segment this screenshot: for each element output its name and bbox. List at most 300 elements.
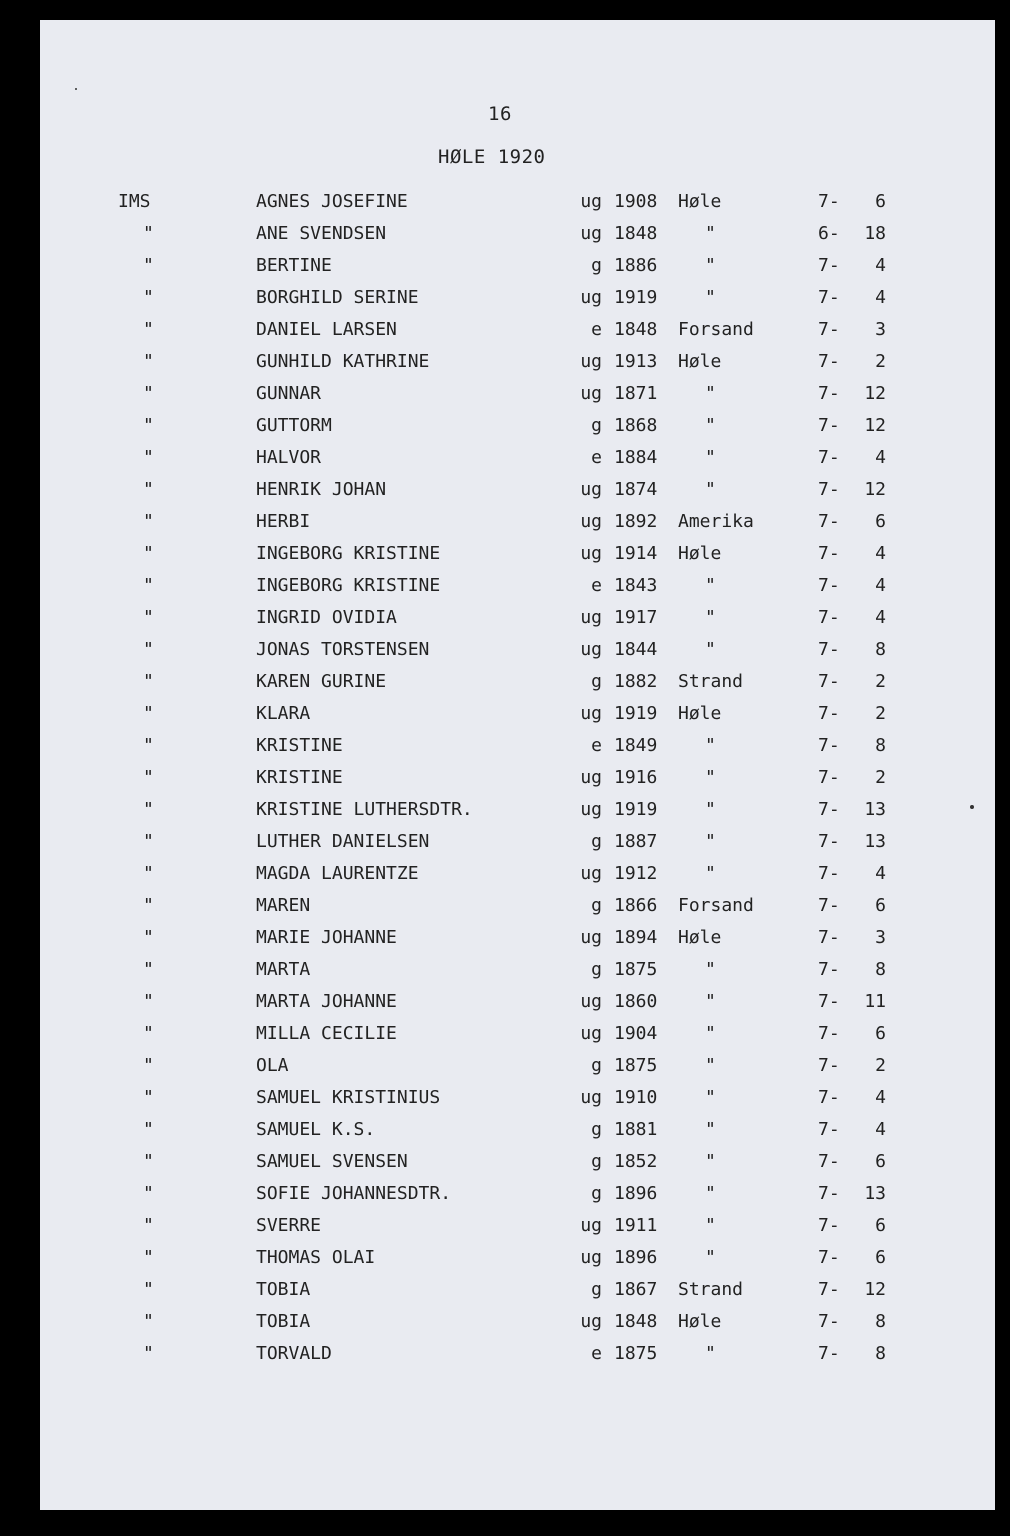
- page-title: HØLE 1920: [438, 146, 546, 168]
- list-item: [0, 252, 1010, 280]
- list-item: [0, 1244, 1010, 1272]
- entry-number: 4: [875, 543, 886, 564]
- entry-year: 1887: [614, 831, 658, 852]
- entry-code: 7-: [818, 511, 840, 532]
- entry-year: 1892: [614, 511, 658, 532]
- entry-prefix: ": [143, 255, 154, 276]
- list-item: [0, 1308, 1010, 1336]
- entry-place: ": [705, 959, 716, 980]
- entry-status: g: [591, 415, 602, 436]
- entry-place: Høle: [678, 927, 722, 948]
- entry-code: 7-: [818, 1055, 840, 1076]
- entry-number: 13: [864, 799, 886, 820]
- entry-status: ug: [580, 223, 602, 244]
- entry-year: 1917: [614, 607, 658, 628]
- entry-name: GUNNAR: [256, 383, 322, 404]
- entry-name: AGNES JOSEFINE: [256, 191, 408, 212]
- entry-number: 6: [875, 1247, 886, 1268]
- entry-status: ug: [580, 927, 602, 948]
- entry-year: 1875: [614, 959, 658, 980]
- entry-number: 6: [875, 895, 886, 916]
- list-item: [0, 444, 1010, 472]
- entry-year: 1896: [614, 1247, 658, 1268]
- entry-year: 1844: [614, 639, 658, 660]
- entry-status: ug: [580, 1247, 602, 1268]
- list-item: [0, 380, 1010, 408]
- entry-place: ": [705, 607, 716, 628]
- entry-status: e: [591, 447, 602, 468]
- entry-place: Strand: [678, 1279, 744, 1300]
- entry-name: INGEBORG KRISTINE: [256, 543, 441, 564]
- entry-year: 1919: [614, 703, 658, 724]
- entry-year: 1912: [614, 863, 658, 884]
- entry-number: 4: [875, 1087, 886, 1108]
- entry-code: 7-: [818, 415, 840, 436]
- entry-year: 1871: [614, 383, 658, 404]
- entry-prefix: ": [143, 1119, 154, 1140]
- entry-code: 7-: [818, 927, 840, 948]
- entry-prefix: ": [143, 1215, 154, 1236]
- entry-number: 4: [875, 287, 886, 308]
- entry-number: 4: [875, 1119, 886, 1140]
- entry-place: Høle: [678, 543, 722, 564]
- entry-code: 7-: [818, 831, 840, 852]
- entry-name: SAMUEL K.S.: [256, 1119, 376, 1140]
- entry-code: 7-: [818, 671, 840, 692]
- entry-year: 1848: [614, 319, 658, 340]
- entry-year: 1848: [614, 223, 658, 244]
- entry-number: 6: [875, 511, 886, 532]
- entry-place: Høle: [678, 703, 722, 724]
- list-item: [0, 284, 1010, 312]
- entry-prefix: ": [143, 991, 154, 1012]
- entry-prefix: ": [143, 799, 154, 820]
- entry-name: SOFIE JOHANNESDTR.: [256, 1183, 452, 1204]
- list-item: [0, 1180, 1010, 1208]
- list-item: [0, 412, 1010, 440]
- entry-name: LUTHER DANIELSEN: [256, 831, 430, 852]
- list-item: [0, 1116, 1010, 1144]
- entry-place: ": [705, 831, 716, 852]
- entry-place: ": [705, 287, 716, 308]
- entry-year: 1848: [614, 1311, 658, 1332]
- entry-name: THOMAS OLAI: [256, 1247, 376, 1268]
- entry-prefix: IMS: [118, 191, 151, 212]
- list-item: [0, 892, 1010, 920]
- entry-name: GUNHILD KATHRINE: [256, 351, 430, 372]
- entry-place: ": [705, 479, 716, 500]
- entry-prefix: ": [143, 511, 154, 532]
- entry-name: KRISTINE: [256, 735, 343, 756]
- entry-name: KRISTINE LUTHERSDTR.: [256, 799, 473, 820]
- entry-number: 13: [864, 1183, 886, 1204]
- entry-code: 7-: [818, 607, 840, 628]
- entry-prefix: ": [143, 447, 154, 468]
- entry-number: 2: [875, 1055, 886, 1076]
- entry-number: 8: [875, 1311, 886, 1332]
- entry-status: ug: [580, 1023, 602, 1044]
- entry-code: 7-: [818, 1343, 840, 1364]
- entry-year: 1866: [614, 895, 658, 916]
- entry-status: e: [591, 575, 602, 596]
- entry-number: 12: [864, 479, 886, 500]
- entry-name: GUTTORM: [256, 415, 332, 436]
- list-item: [0, 1276, 1010, 1304]
- entry-status: ug: [580, 703, 602, 724]
- entry-code: 7-: [818, 1119, 840, 1140]
- entry-prefix: ": [143, 863, 154, 884]
- entry-name: KLARA: [256, 703, 311, 724]
- entry-code: 7-: [818, 959, 840, 980]
- entry-code: 7-: [818, 799, 840, 820]
- entry-year: 1868: [614, 415, 658, 436]
- entry-number: 4: [875, 255, 886, 276]
- entry-year: 1910: [614, 1087, 658, 1108]
- entry-code: 7-: [818, 703, 840, 724]
- entry-code: 7-: [818, 1279, 840, 1300]
- entry-status: e: [591, 319, 602, 340]
- entry-code: 7-: [818, 1247, 840, 1268]
- list-item: [0, 988, 1010, 1016]
- entry-prefix: ": [143, 1343, 154, 1364]
- entry-status: ug: [580, 479, 602, 500]
- entry-status: ug: [580, 383, 602, 404]
- entry-code: 7-: [818, 319, 840, 340]
- entry-place: Forsand: [678, 319, 754, 340]
- dust-speck: [970, 805, 974, 809]
- entry-year: 1884: [614, 447, 658, 468]
- entry-status: ug: [580, 543, 602, 564]
- entry-place: ": [705, 1151, 716, 1172]
- list-item: [0, 636, 1010, 664]
- list-item: [0, 1020, 1010, 1048]
- list-item: [0, 732, 1010, 760]
- list-item: [0, 1212, 1010, 1240]
- entry-number: 3: [875, 319, 886, 340]
- entry-status: ug: [580, 799, 602, 820]
- entry-status: ug: [580, 767, 602, 788]
- entry-prefix: ": [143, 831, 154, 852]
- entry-place: ": [705, 735, 716, 756]
- entry-number: 8: [875, 735, 886, 756]
- entry-code: 7-: [818, 1215, 840, 1236]
- list-item: [0, 828, 1010, 856]
- list-item: [0, 668, 1010, 696]
- entry-number: 6: [875, 1151, 886, 1172]
- entry-number: 6: [875, 191, 886, 212]
- entry-code: 7-: [818, 991, 840, 1012]
- entry-place: ": [705, 575, 716, 596]
- entry-year: 1894: [614, 927, 658, 948]
- list-item: [0, 316, 1010, 344]
- entry-place: ": [705, 415, 716, 436]
- entry-place: ": [705, 1087, 716, 1108]
- entry-year: 1919: [614, 287, 658, 308]
- entry-prefix: ": [143, 671, 154, 692]
- list-item: [0, 1084, 1010, 1112]
- entry-number: 18: [864, 223, 886, 244]
- entry-year: 1908: [614, 191, 658, 212]
- list-item: [0, 604, 1010, 632]
- entry-code: 7-: [818, 639, 840, 660]
- entry-name: ANE SVENDSEN: [256, 223, 387, 244]
- entry-code: 7-: [818, 255, 840, 276]
- entry-number: 6: [875, 1215, 886, 1236]
- entry-code: 7-: [818, 1023, 840, 1044]
- entry-prefix: ": [143, 351, 154, 372]
- entry-year: 1849: [614, 735, 658, 756]
- entry-status: ug: [580, 191, 602, 212]
- entry-prefix: ": [143, 1087, 154, 1108]
- entry-number: 2: [875, 671, 886, 692]
- entry-prefix: ": [143, 287, 154, 308]
- entry-name: MAGDA LAURENTZE: [256, 863, 419, 884]
- entry-prefix: ": [143, 735, 154, 756]
- entry-name: KRISTINE: [256, 767, 343, 788]
- entry-code: 7-: [818, 1151, 840, 1172]
- entry-year: 1843: [614, 575, 658, 596]
- list-item: [0, 700, 1010, 728]
- list-item: [0, 1340, 1010, 1368]
- entry-name: MARTA JOHANNE: [256, 991, 397, 1012]
- entry-year: 1886: [614, 255, 658, 276]
- entry-status: g: [591, 1151, 602, 1172]
- entry-year: 1867: [614, 1279, 658, 1300]
- entry-code: 7-: [818, 895, 840, 916]
- entry-name: KAREN GURINE: [256, 671, 387, 692]
- entry-number: 12: [864, 415, 886, 436]
- entry-prefix: ": [143, 479, 154, 500]
- entry-prefix: ": [143, 607, 154, 628]
- entry-prefix: ": [143, 1151, 154, 1172]
- entry-status: ug: [580, 287, 602, 308]
- list-item: [0, 220, 1010, 248]
- list-item: [0, 1148, 1010, 1176]
- entry-prefix: ": [143, 703, 154, 724]
- entry-prefix: ": [143, 383, 154, 404]
- entry-prefix: ": [143, 1311, 154, 1332]
- entry-place: Høle: [678, 1311, 722, 1332]
- entry-name: TOBIA: [256, 1279, 311, 1300]
- entry-year: 1874: [614, 479, 658, 500]
- entry-status: g: [591, 895, 602, 916]
- entry-status: g: [591, 671, 602, 692]
- entry-name: MARTA: [256, 959, 311, 980]
- entry-code: 7-: [818, 479, 840, 500]
- entry-prefix: ": [143, 1247, 154, 1268]
- entry-place: ": [705, 1343, 716, 1364]
- entry-place: ": [705, 1023, 716, 1044]
- entry-status: g: [591, 1055, 602, 1076]
- entry-year: 1852: [614, 1151, 658, 1172]
- entry-code: 7-: [818, 767, 840, 788]
- entry-prefix: ": [143, 767, 154, 788]
- entry-number: 4: [875, 863, 886, 884]
- entry-number: 11: [864, 991, 886, 1012]
- entry-number: 2: [875, 703, 886, 724]
- entry-year: 1916: [614, 767, 658, 788]
- entry-number: 2: [875, 767, 886, 788]
- list-item: [0, 764, 1010, 792]
- entry-year: 1919: [614, 799, 658, 820]
- entry-status: ug: [580, 991, 602, 1012]
- list-item: [0, 924, 1010, 952]
- entry-year: 1860: [614, 991, 658, 1012]
- entry-place: ": [705, 223, 716, 244]
- entry-place: Høle: [678, 351, 722, 372]
- entry-place: ": [705, 863, 716, 884]
- entry-number: 8: [875, 1343, 886, 1364]
- entry-number: 8: [875, 639, 886, 660]
- page-number: 16: [488, 103, 512, 125]
- list-item: [0, 348, 1010, 376]
- entry-name: INGEBORG KRISTINE: [256, 575, 441, 596]
- entry-place: ": [705, 1247, 716, 1268]
- entry-status: ug: [580, 1311, 602, 1332]
- entry-number: 12: [864, 1279, 886, 1300]
- entry-status: g: [591, 959, 602, 980]
- entry-status: ug: [580, 607, 602, 628]
- entry-name: INGRID OVIDIA: [256, 607, 397, 628]
- entry-code: 7-: [818, 1087, 840, 1108]
- entry-code: 7-: [818, 1183, 840, 1204]
- entry-place: Strand: [678, 671, 744, 692]
- entry-year: 1875: [614, 1055, 658, 1076]
- entry-number: 4: [875, 447, 886, 468]
- list-item: [0, 956, 1010, 984]
- entry-status: g: [591, 1119, 602, 1140]
- entry-name: TORVALD: [256, 1343, 332, 1364]
- entry-prefix: ": [143, 927, 154, 948]
- entry-number: 8: [875, 959, 886, 980]
- entry-year: 1904: [614, 1023, 658, 1044]
- entry-place: ": [705, 991, 716, 1012]
- entry-status: g: [591, 1279, 602, 1300]
- entry-place: ": [705, 767, 716, 788]
- entry-place: Amerika: [678, 511, 754, 532]
- list-item: [0, 860, 1010, 888]
- entry-year: 1882: [614, 671, 658, 692]
- dust-speck: [75, 88, 77, 90]
- entry-code: 7-: [818, 191, 840, 212]
- entry-place: ": [705, 1055, 716, 1076]
- entry-place: ": [705, 383, 716, 404]
- entry-status: g: [591, 831, 602, 852]
- entry-status: ug: [580, 1215, 602, 1236]
- entry-status: e: [591, 1343, 602, 1364]
- entry-name: OLA: [256, 1055, 289, 1076]
- entry-name: MARIE JOHANNE: [256, 927, 397, 948]
- entry-number: 4: [875, 607, 886, 628]
- entry-prefix: ": [143, 543, 154, 564]
- entry-name: SVERRE: [256, 1215, 322, 1236]
- list-item: [0, 540, 1010, 568]
- entry-year: 1881: [614, 1119, 658, 1140]
- list-item: [0, 476, 1010, 504]
- entry-code: 7-: [818, 447, 840, 468]
- entry-name: SAMUEL KRISTINIUS: [256, 1087, 441, 1108]
- entry-status: ug: [580, 863, 602, 884]
- entry-place: ": [705, 639, 716, 660]
- entry-status: ug: [580, 1087, 602, 1108]
- entry-place: ": [705, 1119, 716, 1140]
- entry-place: ": [705, 799, 716, 820]
- entry-status: ug: [580, 639, 602, 660]
- entry-number: 4: [875, 575, 886, 596]
- entry-year: 1911: [614, 1215, 658, 1236]
- entry-place: ": [705, 1183, 716, 1204]
- entry-number: 12: [864, 383, 886, 404]
- entry-name: TOBIA: [256, 1311, 311, 1332]
- entry-year: 1875: [614, 1343, 658, 1364]
- entry-prefix: ": [143, 895, 154, 916]
- entry-prefix: ": [143, 1279, 154, 1300]
- list-item: [0, 1052, 1010, 1080]
- entry-name: BERTINE: [256, 255, 332, 276]
- entry-number: 2: [875, 351, 886, 372]
- entry-prefix: ": [143, 1023, 154, 1044]
- entry-name: SAMUEL SVENSEN: [256, 1151, 408, 1172]
- list-item: [0, 508, 1010, 536]
- entry-status: g: [591, 255, 602, 276]
- entry-name: HERBI: [256, 511, 311, 532]
- entry-code: 7-: [818, 575, 840, 596]
- entry-status: ug: [580, 351, 602, 372]
- entry-place: ": [705, 1215, 716, 1236]
- entry-prefix: ": [143, 415, 154, 436]
- entry-status: g: [591, 1183, 602, 1204]
- list-item: [0, 796, 1010, 824]
- entry-name: DANIEL LARSEN: [256, 319, 397, 340]
- list-item: [0, 572, 1010, 600]
- entry-number: 13: [864, 831, 886, 852]
- entry-place: Høle: [678, 191, 722, 212]
- entry-code: 7-: [818, 383, 840, 404]
- entry-prefix: ": [143, 223, 154, 244]
- entry-prefix: ": [143, 639, 154, 660]
- entry-code: 7-: [818, 351, 840, 372]
- entry-name: HENRIK JOHAN: [256, 479, 387, 500]
- entry-name: BORGHILD SERINE: [256, 287, 419, 308]
- entry-prefix: ": [143, 1183, 154, 1204]
- entry-prefix: ": [143, 319, 154, 340]
- entry-name: JONAS TORSTENSEN: [256, 639, 430, 660]
- entry-place: ": [705, 255, 716, 276]
- entry-code: 7-: [818, 735, 840, 756]
- entry-code: 6-: [818, 223, 840, 244]
- entry-prefix: ": [143, 959, 154, 980]
- entry-code: 7-: [818, 1311, 840, 1332]
- entry-number: 3: [875, 927, 886, 948]
- entry-name: HALVOR: [256, 447, 322, 468]
- entry-code: 7-: [818, 863, 840, 884]
- entry-number: 6: [875, 1023, 886, 1044]
- entry-year: 1896: [614, 1183, 658, 1204]
- entry-year: 1914: [614, 543, 658, 564]
- entry-place: Forsand: [678, 895, 754, 916]
- entry-code: 7-: [818, 287, 840, 308]
- entry-code: 7-: [818, 543, 840, 564]
- entry-name: MAREN: [256, 895, 311, 916]
- list-item: [0, 188, 1010, 216]
- entry-status: e: [591, 735, 602, 756]
- entry-prefix: ": [143, 575, 154, 596]
- entry-prefix: ": [143, 1055, 154, 1076]
- entry-place: ": [705, 447, 716, 468]
- entry-status: ug: [580, 511, 602, 532]
- entry-name: MILLA CECILIE: [256, 1023, 397, 1044]
- entry-year: 1913: [614, 351, 658, 372]
